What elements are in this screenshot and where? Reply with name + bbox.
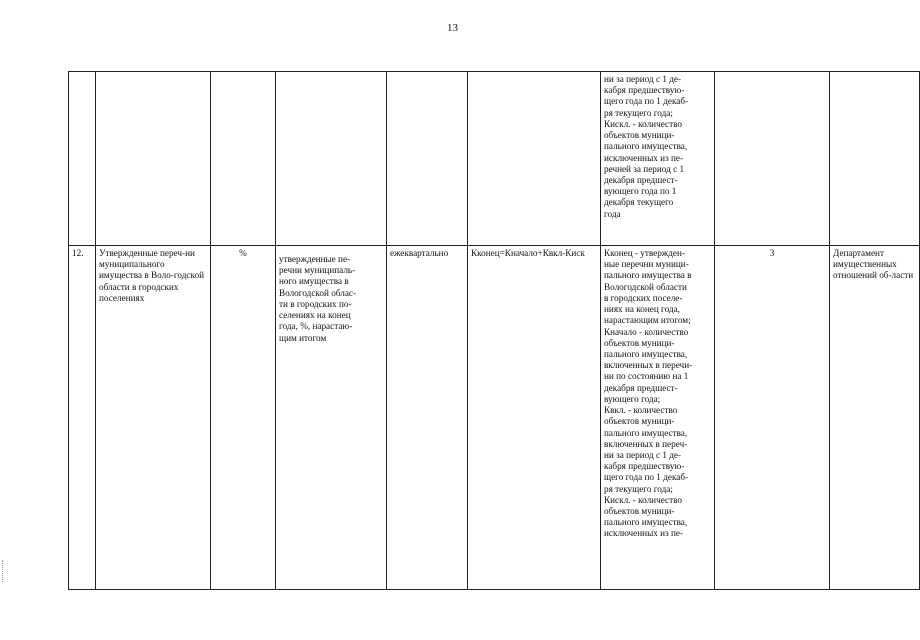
description-cell [601, 72, 715, 246]
definition-line: ного имущества в [279, 276, 349, 287]
description-line: года [604, 208, 621, 219]
definition-cell [276, 246, 387, 590]
description-line: Кначало - количество [604, 326, 689, 337]
description-line: Кискл. - количество [604, 118, 682, 129]
description-line: щего года по 1 декаб- [604, 96, 689, 107]
description-line: объектов муници- [604, 416, 675, 427]
definition-line: года, %, нарастаю- [279, 321, 353, 332]
frequency-cell: ежеквартально [387, 246, 468, 590]
page-number: 13 [447, 22, 458, 34]
unit-cell: % [211, 246, 276, 590]
definition-line: речни муниципаль- [279, 265, 356, 276]
description-line: речней за период с 1 [604, 163, 685, 174]
description-line: исключенных из пе- [604, 528, 684, 539]
indicator-name-cell [96, 72, 211, 246]
description-line: пального имущества, [604, 348, 688, 359]
row-number-cell [69, 72, 96, 246]
table-row [69, 246, 920, 590]
description-cell [601, 246, 715, 590]
row-number-cell: 12. [69, 246, 96, 590]
definition-line: утвержденные пе- [279, 254, 351, 264]
description-line: исключенных из пе- [604, 152, 684, 163]
formula-cell [468, 72, 601, 246]
table-row [69, 72, 920, 246]
description-line: кабря предшествую- [604, 461, 685, 472]
description-line: пального имущества в [604, 270, 692, 281]
description-line: щего года по 1 декаб- [604, 472, 689, 483]
definition-line: селениях на конец [279, 310, 351, 321]
description-line: ря текущего года; [604, 483, 673, 494]
description-line: в городских поселе- [604, 292, 683, 303]
description-line: Кискл. - количество [604, 494, 682, 505]
description-line: включенных в перечи- [604, 360, 693, 371]
definition-cell [276, 72, 387, 246]
formula-cell: Кконец=Кначало+Квкл-Киск [468, 246, 601, 590]
description-line: Квкл. - количество [604, 405, 678, 416]
description-line: декабря предшест- [604, 382, 678, 393]
definition-line: Вологодской облас- [279, 287, 357, 298]
description-line: пального имущества, [604, 517, 688, 528]
description-line: кабря предшествую- [604, 85, 685, 96]
description-line: пального имущества, [604, 141, 688, 152]
department-cell: Департамент имущественных отношений об-ласти [830, 246, 920, 590]
description-line: включенных в переч- [604, 438, 688, 449]
definition-line: ти в городских по- [279, 298, 352, 309]
value-cell [715, 72, 830, 246]
frequency-cell [387, 72, 468, 246]
description-line: ря текущего года; [604, 107, 673, 118]
description-line: ни по состоянию на 1 [604, 371, 689, 382]
unit-cell [211, 72, 276, 246]
description-line: пального имущества, [604, 427, 688, 438]
description-line: ни за период с 1 де- [604, 74, 682, 84]
description-line: вующего года по 1 [604, 186, 677, 197]
description-line: ниях на конец года, [604, 304, 680, 315]
description-line: декабря предшест- [604, 174, 678, 185]
indicator-table [68, 71, 920, 590]
description-line: нарастающим итогом; [604, 315, 691, 326]
description-line: объектов муници- [604, 337, 675, 348]
description-line: объектов муници- [604, 130, 675, 141]
description-line: декабря текущего [604, 197, 674, 208]
department-cell [830, 72, 920, 246]
description-line: ни за период с 1 де- [604, 449, 682, 460]
description-line: Вологодской области [604, 281, 687, 292]
description-line: ные перечни муници- [604, 259, 689, 270]
definition-line: щим итогом [279, 332, 327, 343]
description-line: Кконец - утвержден- [604, 248, 685, 258]
description-line: объектов муници- [604, 506, 675, 517]
margin-mark [2, 560, 7, 582]
value-cell: 3 [715, 246, 830, 590]
description-line: вующего года; [604, 393, 661, 404]
indicator-name-cell: Утвержденные переч-ни муниципального имущества в Воло-годской области в городских поселениях [96, 246, 211, 590]
